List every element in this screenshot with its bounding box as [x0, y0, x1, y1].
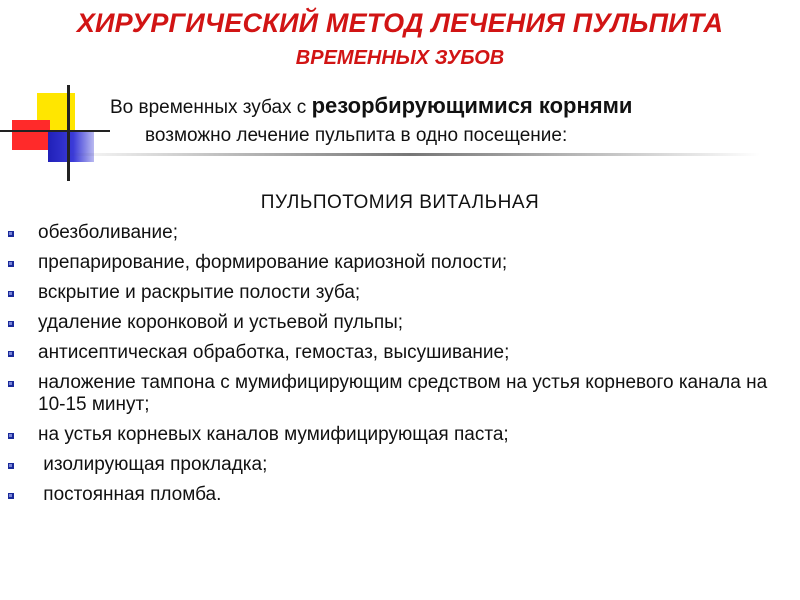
blue-square: [48, 130, 94, 162]
list-item-text: обезболивание;: [38, 222, 179, 243]
list-item: [0, 454, 790, 476]
list-item-text: на устья корневых каналов мумифицирующая паста;: [38, 424, 509, 445]
list-item: [0, 312, 790, 334]
square-bullet-icon: [8, 381, 14, 387]
list-item: [0, 282, 790, 304]
list-item: [0, 424, 790, 446]
red-square: [12, 120, 50, 150]
intro-line-2: возможно лечение пульпита в одно посещение:: [145, 125, 568, 146]
square-bullet-icon: [8, 493, 14, 499]
square-bullet-icon: [8, 463, 14, 469]
intro-text: Во временных зубах с: [110, 97, 312, 118]
section-heading: ПУЛЬПОТОМИЯ ВИТАЛЬНАЯ: [260, 192, 540, 213]
square-bullet-icon: [8, 231, 14, 237]
list-item-text: препарирование, формирование кариозной полости;: [38, 252, 508, 273]
color-blocks-decoration-icon: [0, 85, 110, 185]
list-item-text: наложение тампона с мумифицирующим средством на устья корневого канала на 10-15 минут;: [38, 372, 768, 415]
vertical-line: [67, 85, 70, 181]
square-bullet-icon: [8, 291, 14, 297]
list-item: [0, 484, 790, 506]
intro-line-1: [110, 93, 632, 119]
divider-line: [60, 153, 760, 156]
list-item-text: изолирующая прокладка;: [38, 454, 268, 475]
horizontal-line: [0, 130, 110, 132]
list-item-text: постоянная пломба.: [38, 484, 222, 505]
list-item: [0, 222, 790, 244]
slide-title-line-2: ВРЕМЕННЫХ ЗУБОВ: [295, 47, 505, 69]
list-item: [0, 372, 790, 416]
steps-list: [0, 222, 790, 514]
list-item-text: антисептическая обработка, гемостаз, высушивание;: [38, 342, 510, 363]
list-item: [0, 252, 790, 274]
square-bullet-icon: [8, 321, 14, 327]
intro-bold-text: резорбирующимися корнями: [311, 93, 633, 118]
slide-title-line-1: ХИРУРГИЧЕСКИЙ МЕТОД ЛЕЧЕНИЯ ПУЛЬПИТА: [76, 8, 724, 38]
square-bullet-icon: [8, 433, 14, 439]
list-item-text: удаление коронковой и устьевой пульпы;: [38, 312, 404, 333]
list-item: [0, 342, 790, 364]
square-bullet-icon: [8, 351, 14, 357]
list-item-text: вскрытие и раскрытие полости зуба;: [38, 282, 361, 303]
square-bullet-icon: [8, 261, 14, 267]
